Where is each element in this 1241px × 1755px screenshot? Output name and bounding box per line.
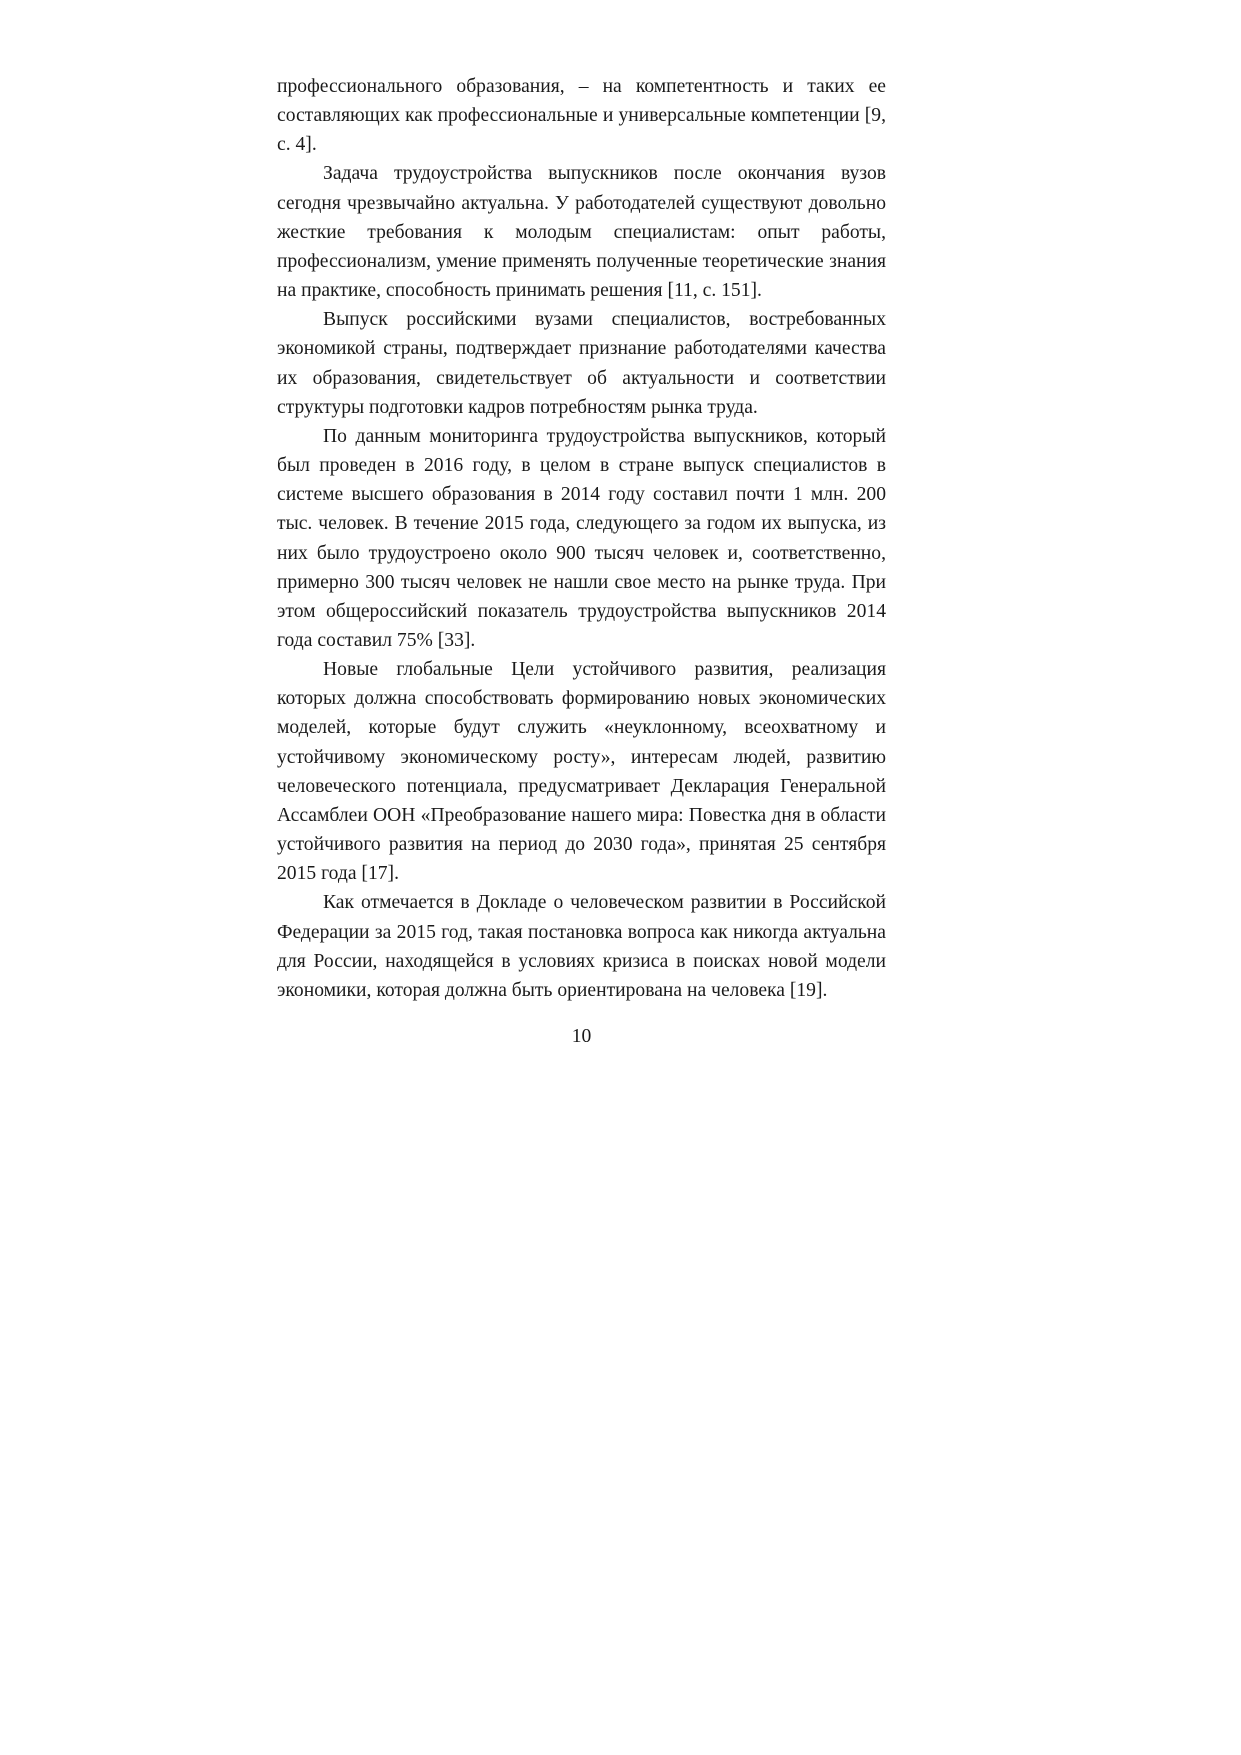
text-line: Ассамблеи ООН «Преобразование нашего мира: Повестка дня в области	[277, 804, 886, 826]
text-line: составляющих как профессиональные и универсальные компетенции [9,	[277, 105, 886, 127]
text-line: этом общероссийский показатель трудоустройства выпускников 2014	[277, 600, 886, 622]
text-line: профессионального образования, – на компетентность и таких ее	[277, 76, 886, 97]
paragraph	[277, 422, 886, 655]
page-number: 10	[571, 1026, 592, 1047]
text-line: Федерации за 2015 год, такая постановка вопроса как никогда актуальна	[277, 921, 886, 943]
paragraph	[277, 655, 886, 888]
text-line: тыс. человек. В течение 2015 года, следующего за годом их выпуска, из	[277, 513, 886, 535]
text-line: профессионализм, умение применять полученные теоретические знания	[277, 250, 886, 272]
text-line: моделей, которые будут служить «неуклонному, всеохватному и	[277, 717, 886, 739]
text-line: По данным мониторинга трудоустройства выпускников, который	[323, 425, 886, 447]
text-line: сегодня чрезвычайно актуальна. У работодателей существуют довольно	[277, 192, 886, 214]
text-line: их образования, свидетельствует об актуальности и соответствии	[277, 367, 886, 389]
text-line: устойчивому экономическому росту», интересам людей, развитию	[277, 746, 886, 768]
text-line: года составил 75% [33].	[277, 629, 476, 651]
text-line: примерно 300 тысяч человек не нашли свое место на рынке труда. При	[277, 571, 886, 593]
text-line: Как отмечается в Докладе о человеческом развитии в Российской	[323, 892, 886, 914]
paragraph	[277, 72, 886, 159]
text-line: 2015 года [17].	[277, 863, 399, 885]
paragraph	[277, 888, 886, 1005]
text-line: Новые глобальные Цели устойчивого развития, реализация	[323, 659, 886, 681]
text-line: Задача трудоустройства выпускников после окончания вузов	[323, 163, 886, 185]
paragraph	[277, 159, 886, 305]
page-body	[277, 72, 886, 1005]
text-line: системе высшего образования в 2014 году составил почти 1 млн. 200	[277, 484, 886, 506]
text-line: Выпуск российскими вузами специалистов, востребованных	[323, 309, 886, 331]
text-line: с. 4].	[277, 134, 317, 156]
text-line: экономикой страны, подтверждает признание работодателями качества	[277, 338, 886, 360]
paragraph	[277, 305, 886, 422]
text-line: был проведен в 2016 году, в целом в стране выпуск специалистов в	[277, 455, 886, 477]
text-line: жесткие требования к молодым специалистам: опыт работы,	[277, 221, 886, 243]
text-line: устойчивого развития на период до 2030 года», принятая 25 сентября	[277, 834, 886, 856]
text-line: структуры подготовки кадров потребностям рынка труда.	[277, 396, 758, 418]
text-line: на практике, способность принимать решения [11, с. 151].	[277, 280, 762, 302]
text-line: которых должна способствовать формированию новых экономических	[277, 688, 886, 710]
text-line: экономики, которая должна быть ориентирована на человека [19].	[277, 979, 828, 1001]
text-line: них было трудоустроено около 900 тысяч человек и, соответственно,	[277, 542, 886, 564]
text-line: человеческого потенциала, предусматривает Декларация Генеральной	[277, 775, 886, 797]
text-line: для России, находящейся в условиях кризиса в поисках новой модели	[277, 950, 886, 972]
